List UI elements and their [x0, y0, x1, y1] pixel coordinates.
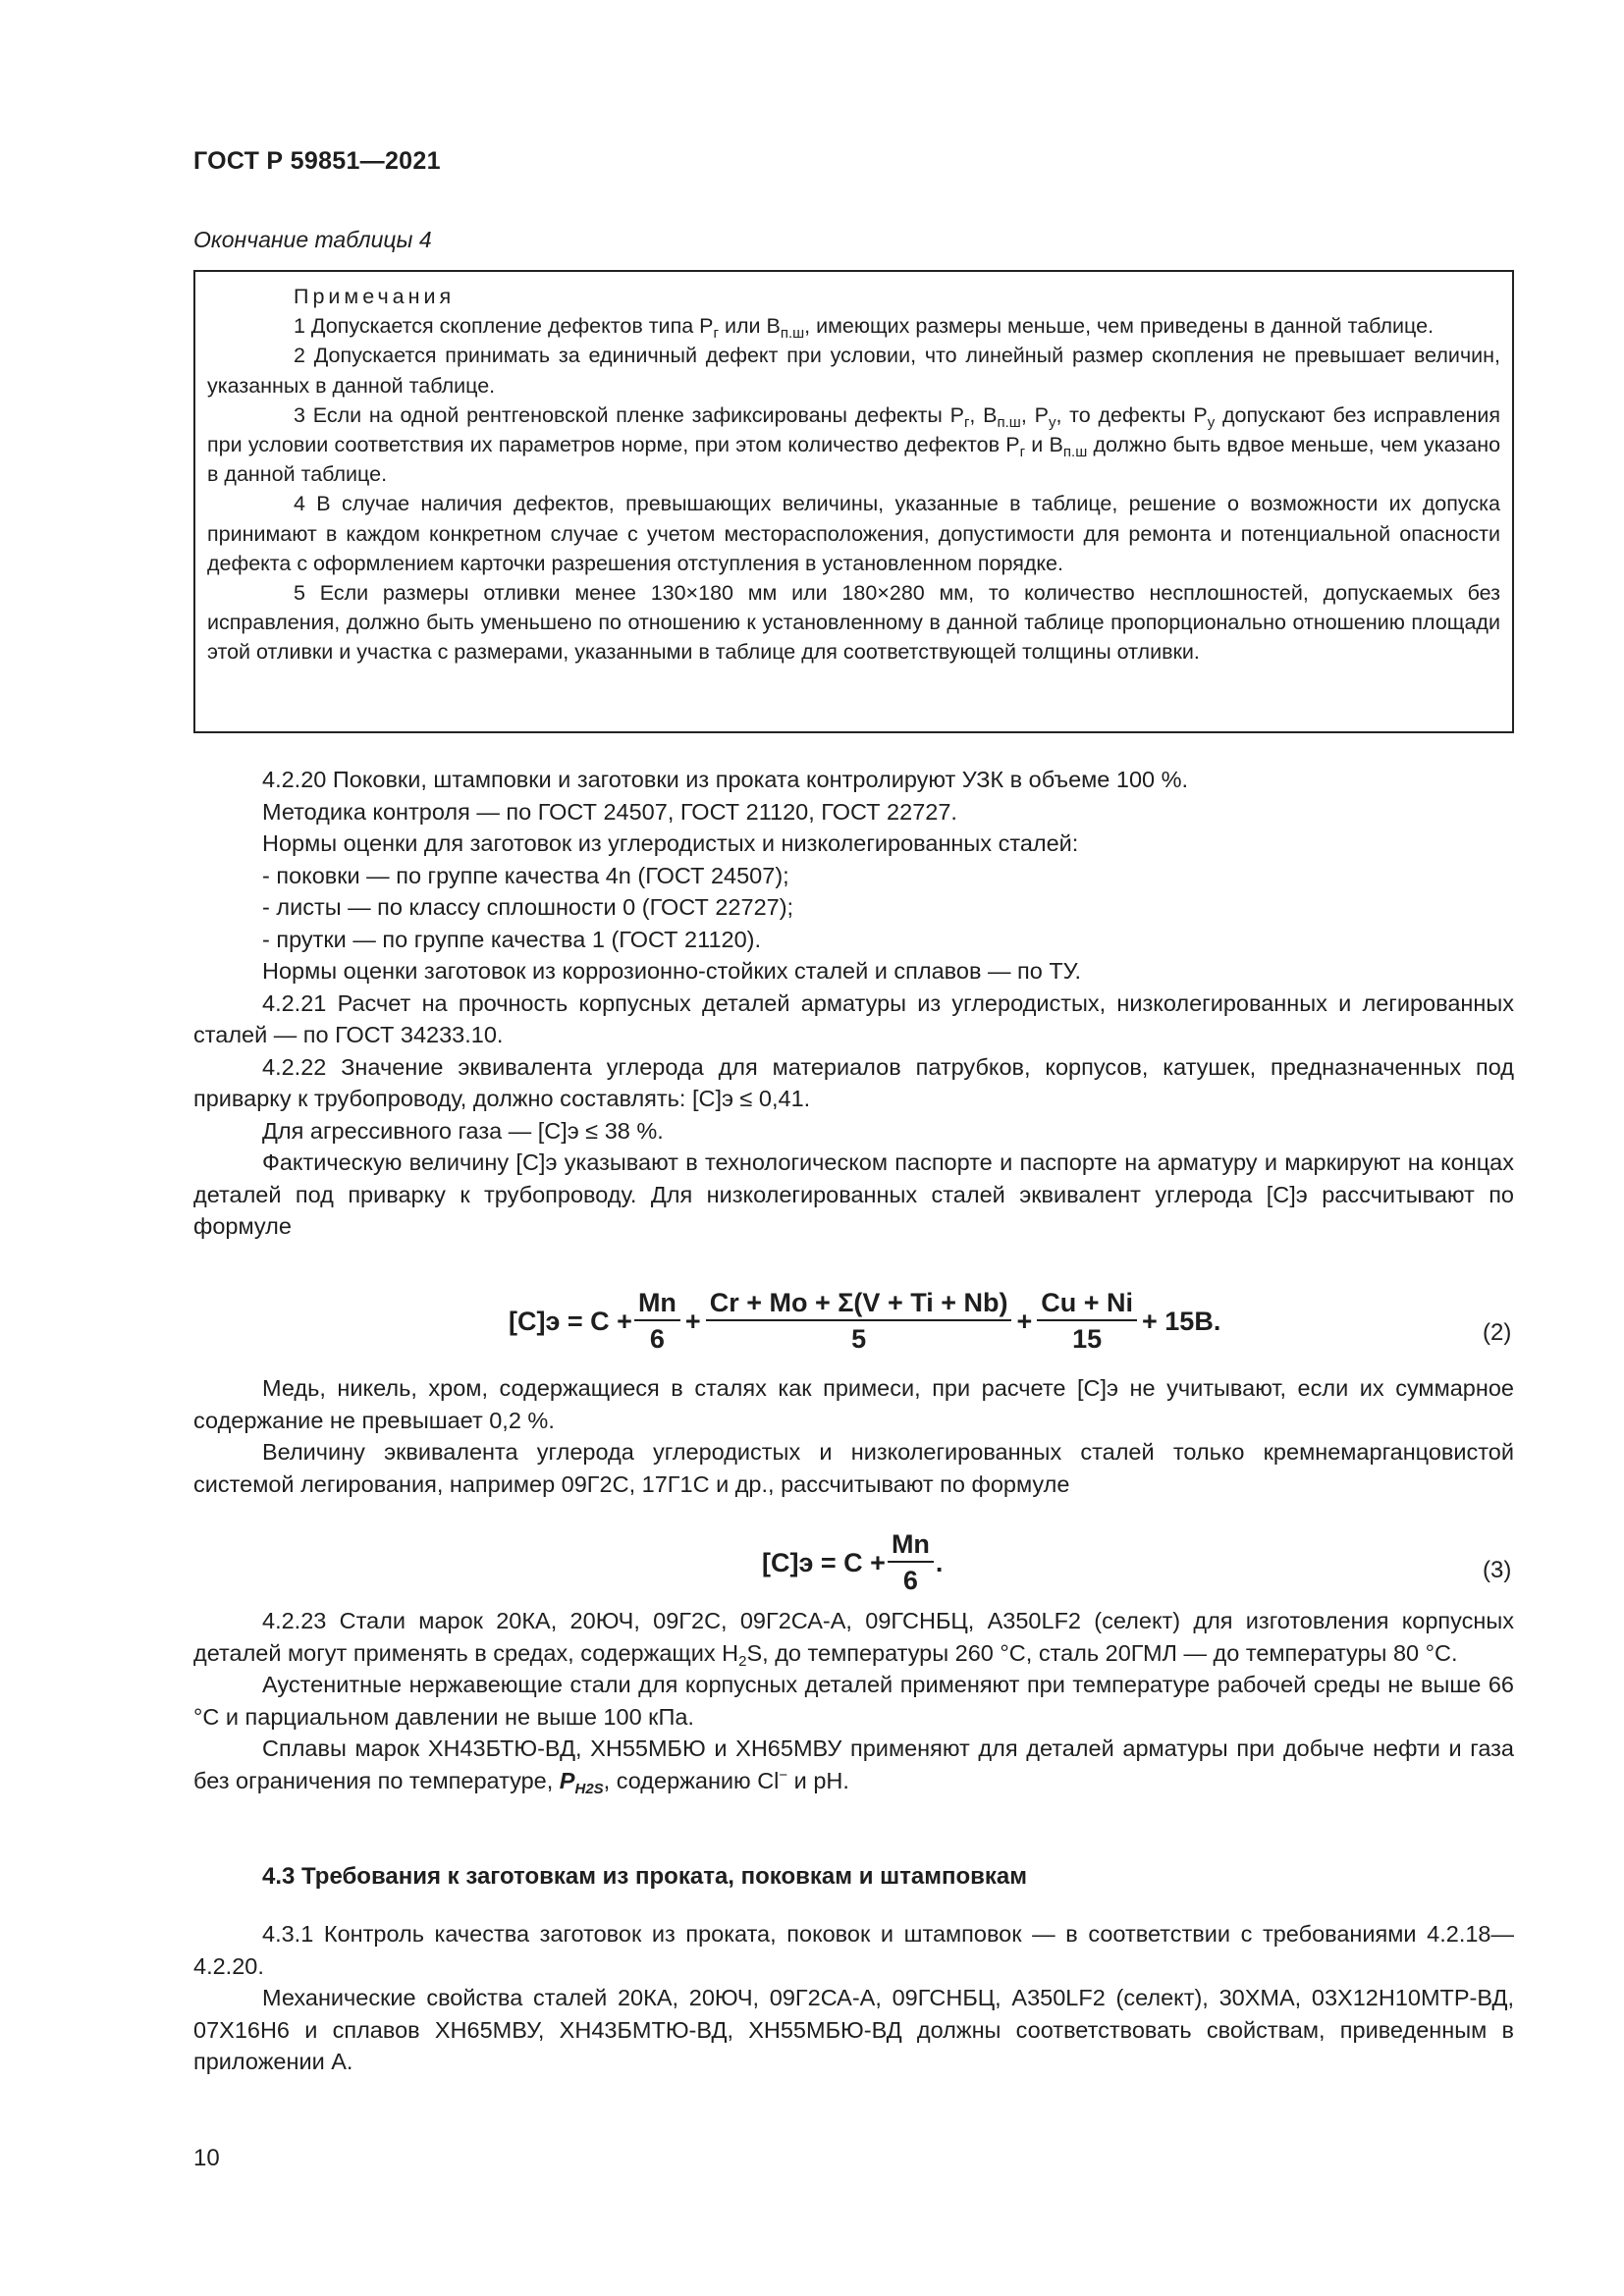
list-item: - листы — по классу сплошности 0 (ГОСТ 22727);	[262, 894, 794, 920]
paragraph: Нормы оценки заготовок из коррозионно-стойких сталей и сплавов — по ТУ.	[262, 958, 1082, 984]
paragraph: Фактическую величину [C]э указывают в технологическом паспорте и паспорте на арматуру и маркируют на концах деталей под приварку к трубопроводу. Для низколегированных сталей эквивалент углерода [C]э рассчитывают по формуле	[193, 1149, 1514, 1239]
paragraph: Величину эквивалента углерода углеродистых и низколегированных сталей только кремнемарганцовистой системой легирования, например 09Г2С, 17Г1С и др., рассчитывают по формуле	[193, 1439, 1514, 1497]
text-block-4	[193, 1918, 1514, 2078]
pressure-symbol: $P_{H2S}$	[559, 1767, 604, 1797]
equation-number-2: (2)	[1483, 1319, 1512, 1346]
note-2: 2 Допускается принимать за единичный дефект при условии, что линейный размер скопления не превышает величин, указанных в данной таблице.	[207, 344, 1500, 398]
paragraph: 4.2.22 Значение эквивалента углерода для материалов патрубков, корпусов, катушек, предназначенных под приварку к трубопроводу, должно составлять: [C]э ≤ 0,41.	[193, 1053, 1514, 1111]
paragraph: Методика контроля — по ГОСТ 24507, ГОСТ 21120, ГОСТ 22727.	[262, 798, 957, 825]
paragraph: Медь, никель, хром, содержащиеся в сталях как примеси, при расчете [C]э не учитывают, если их суммарное содержание не превышает 0,2 %.	[193, 1375, 1514, 1433]
paragraph: 4.3.1 Контроль качества заготовок из проката, поковок и штамповок — в соответствии с требованиями 4.2.18—4.2.20.	[193, 1921, 1514, 1979]
section-heading: 4.3 Требования к заготовкам из проката, поковкам и штамповкам	[262, 1863, 1027, 1890]
note-4: 4 В случае наличия дефектов, превышающих величины, указанные в таблице, решение о возможности их допуска принимают в каждом конкретном случае с учетом месторасположения, допустимости для ремонта и потенциальной опасности дефекта с оформлением карточки разрешения отступления в установленном порядке.	[207, 492, 1500, 575]
fraction: $\frac{Mn}{6}$	[634, 1286, 680, 1357]
paragraph: Аустенитные нержавеющие стали для корпусных деталей применяют при температуре рабочей среды не выше 66 °С и парциальном давлении не выше 100 кПа.	[193, 1672, 1514, 1730]
notes-box	[193, 270, 1514, 733]
page-number: 10	[193, 2145, 220, 2171]
list-item: - поковки — по группе качества 4n (ГОСТ 24507);	[262, 862, 789, 888]
paragraph: Механические свойства сталей 20КА, 20ЮЧ, 09Г2СА-А, 09ГСНБЦ, А350LF2 (селект), 30ХМА, 03Х12Н10МТР-ВД, 07Х16Н6 и сплавов ХН65МВУ, ХН43БМТЮ-ВД, ХН55МБЮ-ВД должны соответствовать свойствам, приведенным в приложении А.	[193, 1985, 1514, 2074]
formula-3: [C]э = C + $\frac{Mn}{6}$ .	[762, 1527, 943, 1598]
note-3: 3 Если на одной рентгеновской пленке зафиксированы дефекты $P_г$, $B_{п.ш}$, $P_у$, то дефекты $P_у$ допускают без исправления при условии соответствия их параметров норме, при этом количество дефектов $P_г$ и $B_{п.ш}$ должно быть вдвое меньше, чем указано в данной таблице.	[207, 402, 1501, 487]
formula-lhs: [C]э = C +	[509, 1306, 632, 1336]
note-1: 1 Допускается скопление дефектов типа $P_г$ или $B_{п.ш}$, имеющих размеры меньше, чем приведены в данной таблице.	[294, 314, 1435, 343]
formula-lhs: [C]э = C +	[762, 1547, 886, 1577]
paragraph: Нормы оценки для заготовок из углеродистых и низколегированных сталей:	[262, 830, 1079, 856]
formula-tail: + 15B.	[1142, 1306, 1221, 1336]
text-block-3	[193, 1605, 1514, 1796]
table-caption: Окончание таблицы 4	[193, 227, 432, 252]
paragraph: Для агрессивного газа — [C]э ≤ 38 %.	[262, 1117, 664, 1144]
note-5: 5 Если размеры отливки менее 130×180 мм или 180×280 мм, то количество несплошностей, допускаемых без исправления, должно быть уменьшено по отношению к установленному в данной таблице пропорционально отношению площади этой отливки и участка с размерами, указанными в таблице для соответствующей толщины отливки.	[207, 581, 1500, 665]
paragraph: 4.2.20 Поковки, штамповки и заготовки из проката контролируют УЗК в объеме 100 %.	[262, 767, 1189, 792]
fraction: $\frac{Cu + Ni}{15}$	[1037, 1286, 1137, 1357]
paragraph: 4.2.21 Расчет на прочность корпусных деталей арматуры из углеродистых, низколегированных и легированных сталей — по ГОСТ 34233.10.	[193, 989, 1514, 1047]
paragraph: Сплавы марок ХН43БТЮ-ВД, ХН55МБЮ и ХН65МВУ применяют для деталей арматуры при добыче нефти и газа без ограничения по температуре, $P_{H2S}$, содержанию Cl− и pH.	[193, 1735, 1514, 1797]
fraction: $\frac{Cr + Mo + \Sigma(V + Ti + Nb)}{5}$	[706, 1286, 1012, 1357]
fraction: $\frac{Mn}{6}$	[888, 1527, 934, 1598]
notes-title: Примечания	[294, 285, 456, 308]
list-item: - прутки — по группе качества 1 (ГОСТ 21120).	[262, 926, 762, 952]
formula-2: [C]э = C + $\frac{Mn}{6}$ + $\frac{Cr + Mo + \Sigma(V + Ti + Nb)}{5}$ + $\frac{Cu + Ni}{15}$ + 15B.	[509, 1286, 1223, 1357]
text-block-2	[193, 1372, 1514, 1500]
equation-number-3: (3)	[1483, 1557, 1512, 1583]
paragraph: 4.2.23 Стали марок 20КА, 20ЮЧ, 09Г2С, 09Г2СА-А, 09ГСНБЦ, А350LF2 (селект) для изготовления корпусных деталей могут применять в средах, содержащих $H_2S$, до температуры 260 °С, сталь 20ГМЛ — до температуры 80 °С.	[193, 1608, 1514, 1670]
text-block-1	[193, 764, 1514, 1243]
document-header: ГОСТ Р 59851—2021	[193, 147, 441, 175]
